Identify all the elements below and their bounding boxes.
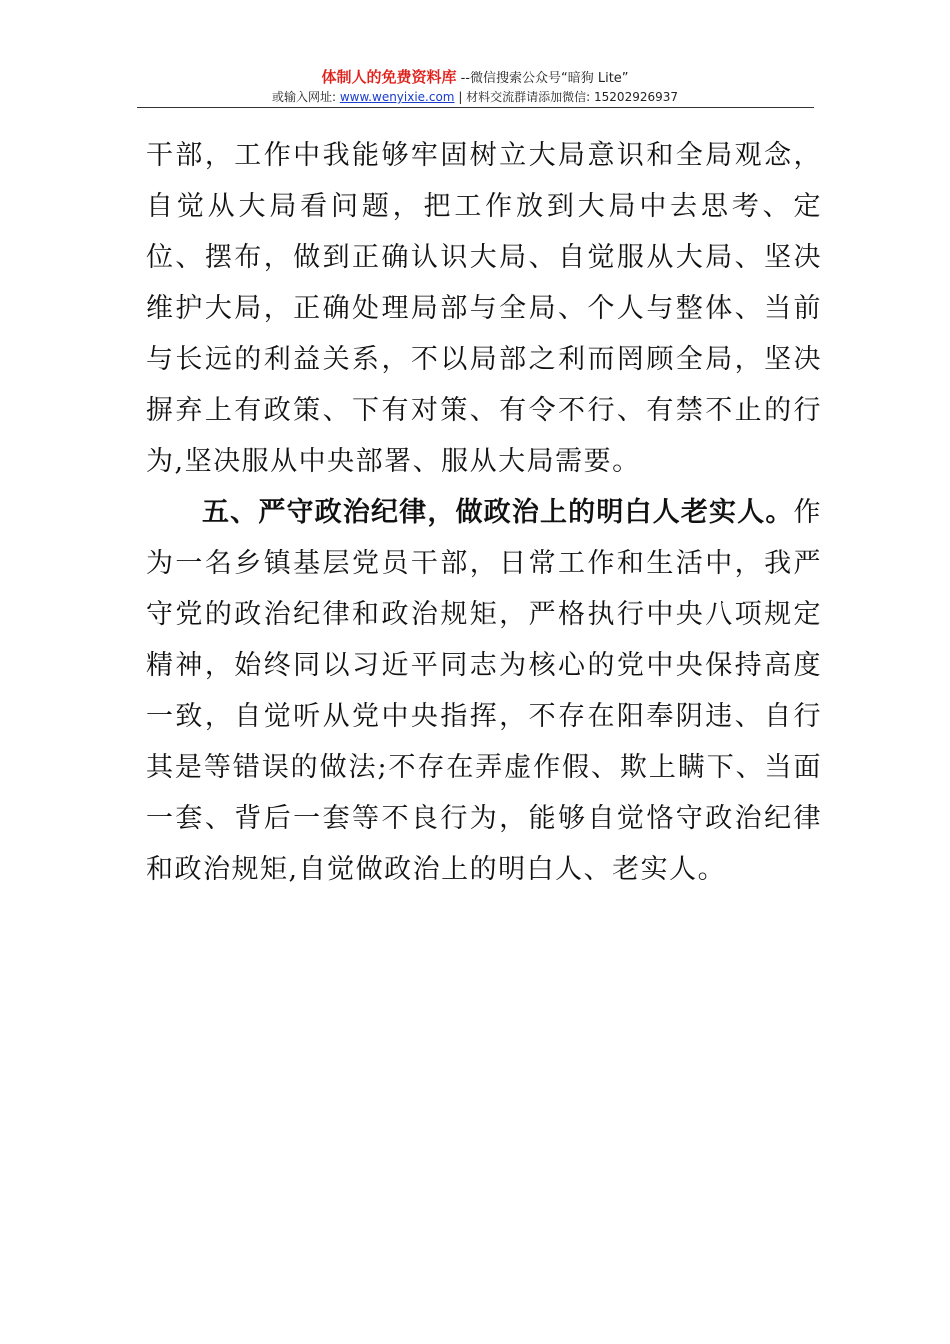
document-body — [146, 130, 822, 895]
header-contact-line — [0, 89, 950, 106]
body-paragraph: 干部，工作中我能够牢固树立大局意识和全局观念，自觉从大局看问题，把工作放到大局中去思考、定位、摆布，做到正确认识大局、自觉服从大局、坚决维护大局，正确处理局部与全局、个人与整体、当前与长远的利益关系，不以局部之利而罔顾全局，坚决摒弃上有政策、下有对策、有令不行、有禁不止的行为,坚决服从中央部署、服从大局需要。 — [146, 140, 822, 477]
section-five-text: 作为一名乡镇基层党员干部，日常工作和生活中，我严守党的政治纪律和政治规矩，严格执行中央八项规定精神，始终同以习近平同志为核心的党中央保持高度一致，自觉听从党中央指挥，不存在阳奉阴违、自行其是等错误的做法;不存在弄虚作假、欺上瞒下、当面一套、背后一套等不良行为，能够自觉恪守政治纪律和政治规矩,自觉做政治上的明白人、老实人。 — [146, 497, 822, 885]
header-title-line — [0, 68, 950, 88]
section-five-heading: 五、严守政治纪律，做政治上的明白人老实人。 — [202, 497, 794, 528]
header-website-link[interactable]: www.wenyixie.com — [339, 90, 455, 104]
header-tagline: --微信搜索公众号“暗狗 Lite” — [456, 71, 629, 86]
header-url-prefix: 或输入网址: — [271, 90, 340, 104]
header-contact: | 材料交流群请添加微信: 15202926937 — [454, 90, 679, 104]
page-header — [0, 68, 950, 106]
header-brand: 体制人的免费资料库 — [321, 68, 457, 86]
section-five-paragraph — [146, 487, 822, 895]
header-divider — [137, 107, 814, 108]
